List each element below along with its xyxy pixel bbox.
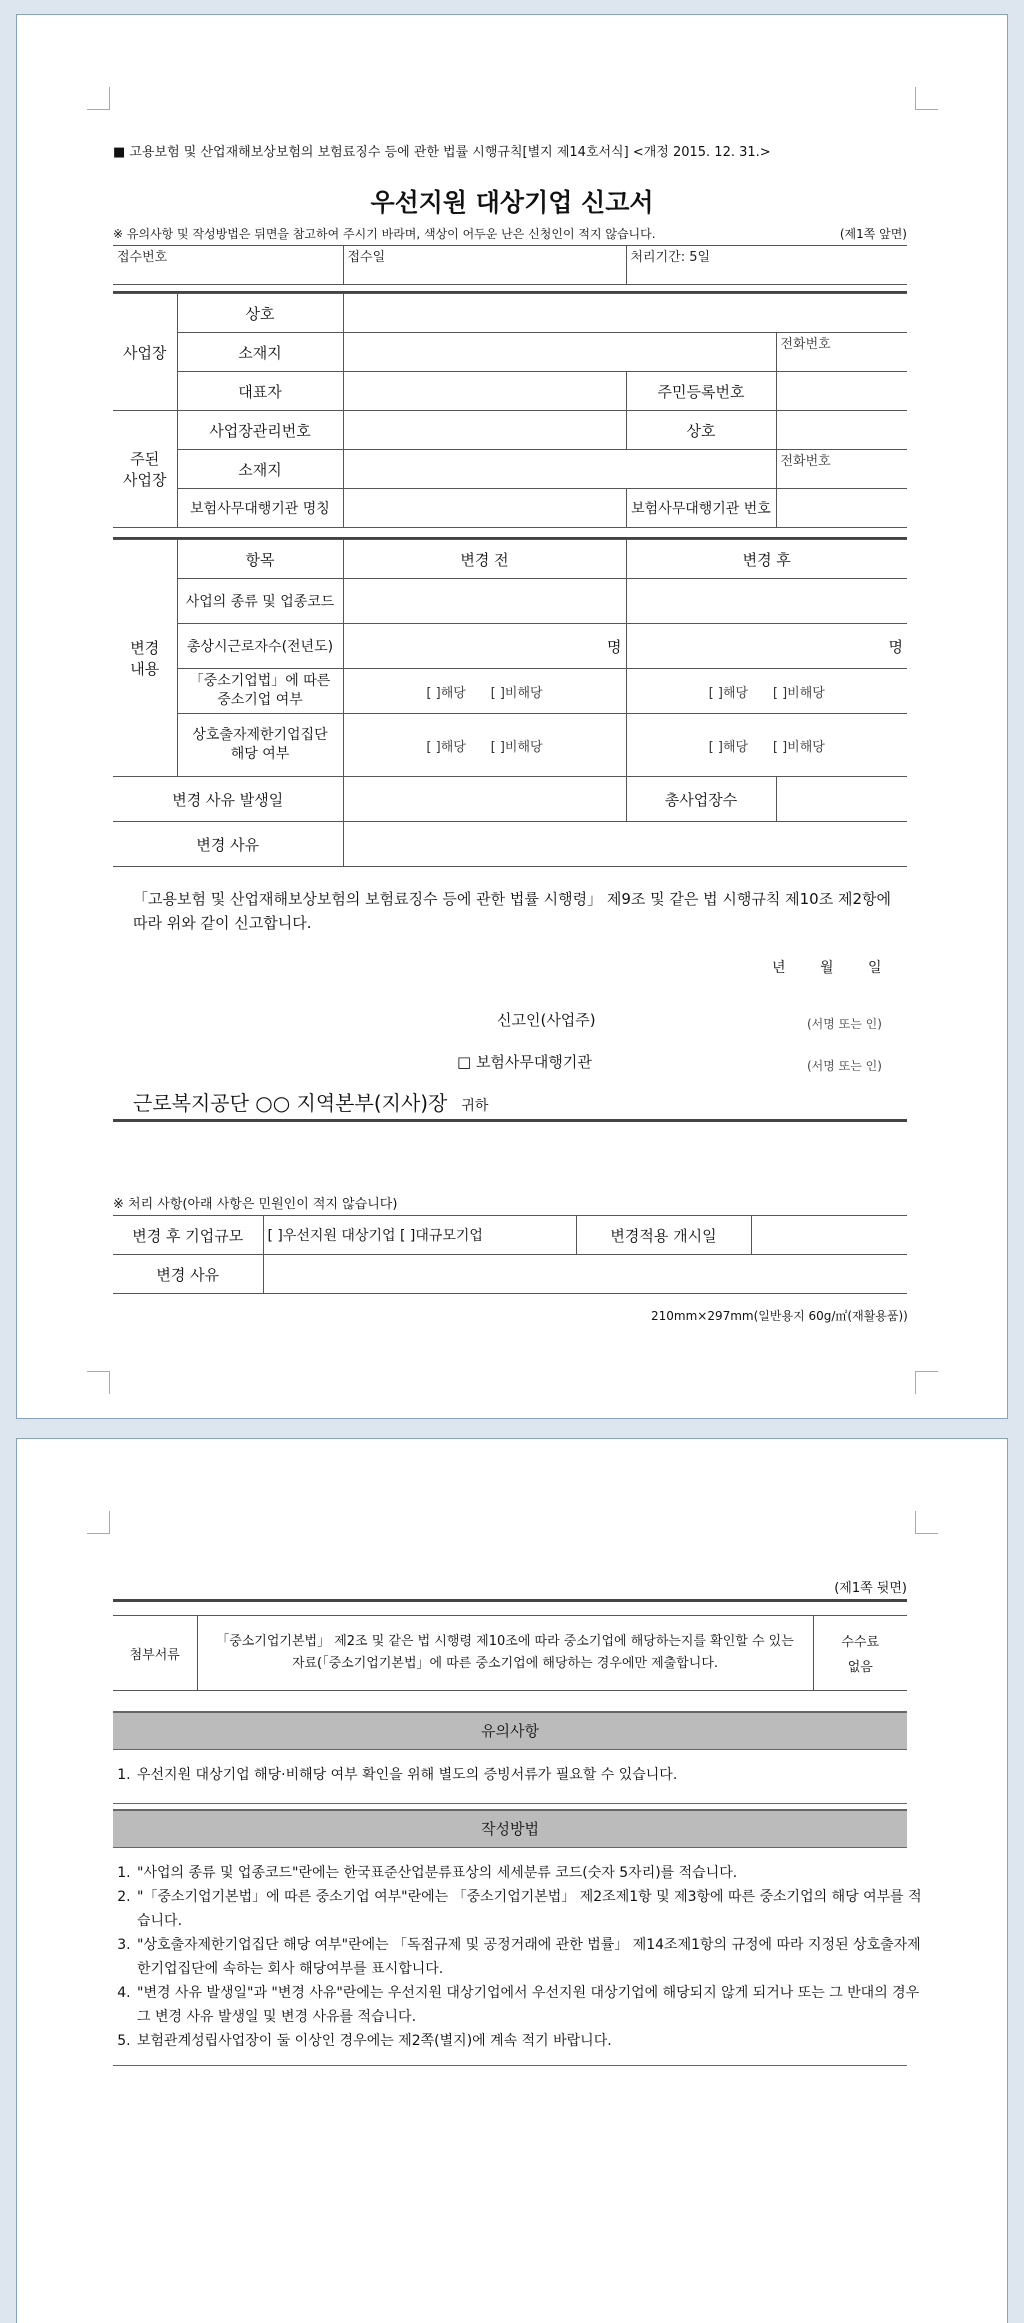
signer-sign-note[interactable]: (서명 또는 인) xyxy=(807,1017,882,1031)
agency-name-field[interactable] xyxy=(343,489,626,528)
proc-start-field[interactable] xyxy=(751,1216,907,1255)
workplace-table xyxy=(113,293,907,528)
crop-mark xyxy=(915,1511,938,1534)
main-name-field[interactable] xyxy=(776,411,907,450)
proc-reason-label: 변경 사유 xyxy=(113,1255,263,1294)
receipt-number-cell: 접수번호 xyxy=(113,246,343,285)
industry-after-field[interactable] xyxy=(626,579,907,624)
list-item: 1. "사업의 종류 및 업종코드"란에는 한국표준산업분류표상의 세세분류 코드(숫자 5자리)를 적습니다. xyxy=(135,1861,925,1885)
main-phone-field[interactable]: 전화번호 xyxy=(776,450,907,489)
sme-after-options[interactable] xyxy=(626,669,907,714)
workers-after-field[interactable]: 명 xyxy=(626,624,907,669)
total-sites-label: 총사업장수 xyxy=(626,777,776,822)
howto-section-header: 작성방법 xyxy=(113,1809,907,1848)
crop-mark xyxy=(915,87,938,110)
workplace-group-label: 사업장 xyxy=(113,294,177,411)
paper-size-note: 210mm×297mm(일반용지 60g/㎡(재활용품)) xyxy=(651,1309,908,1323)
main-address-label: 소재지 xyxy=(177,450,343,489)
industry-row-label: 사업의 종류 및 업종코드 xyxy=(177,579,343,624)
representative-label: 대표자 xyxy=(177,372,343,411)
option-no[interactable]: [ ]비해당 xyxy=(772,739,825,755)
reason-label: 변경 사유 xyxy=(113,822,343,867)
form-note xyxy=(113,225,907,242)
agency-sign-note[interactable]: (서명 또는 인) xyxy=(807,1059,882,1073)
agency-number-label: 보험사무대행기관 번호 xyxy=(626,489,776,528)
sme-row-label: 「중소기업법」에 따른 중소기업 여부 xyxy=(177,669,343,714)
workplace-name-label: 상호 xyxy=(177,294,343,333)
date-fields[interactable]: 년 월 일 xyxy=(772,960,882,976)
crop-mark xyxy=(915,1371,938,1394)
proc-size-label: 변경 후 기업규모 xyxy=(113,1216,263,1255)
mgmt-number-field[interactable] xyxy=(343,411,626,450)
crop-mark xyxy=(87,1511,110,1534)
declaration-statement: 「고용보험 및 산업재해보상보험의 보험료징수 등에 관한 법률 시행령」 제9조 및 같은 법 시행규칙 제10조 제2항에 따라 위와 같이 신고합니다. xyxy=(133,890,892,932)
main-name-label: 상호 xyxy=(626,411,776,450)
processing-period-cell: 처리기간: 5일 xyxy=(626,246,907,285)
reason-date-field[interactable] xyxy=(343,777,626,822)
workplace-address-label: 소재지 xyxy=(177,333,343,372)
proc-size-options[interactable]: [ ]우선지원 대상기업 [ ]대규모기업 xyxy=(263,1216,576,1255)
representative-field[interactable] xyxy=(343,372,626,411)
workplace-address-field[interactable] xyxy=(343,333,776,372)
section-divider xyxy=(113,1599,907,1602)
col-after-header: 변경 후 xyxy=(626,540,907,579)
main-address-field[interactable] xyxy=(343,450,776,489)
law-reference: ■ 고용보험 및 산업재해보상보험의 보험료징수 등에 관한 법률 시행규칙[별지 제14호서식] <개정 2015. 12. 31.> xyxy=(113,145,771,160)
section-divider xyxy=(113,1119,907,1122)
workers-before-field[interactable]: 명 xyxy=(343,624,626,669)
option-no[interactable]: [ ]비해당 xyxy=(490,739,543,755)
sme-before-options[interactable] xyxy=(343,669,626,714)
list-item: 4. "변경 사유 발생일"과 "변경 사유"란에는 우선지원 대상기업에서 우선지원 대상기업에 해당되지 않게 되거나 또는 그 반대의 경우 그 변경 사유 발생일 및 변경 사유를 적습니다. xyxy=(135,1981,925,2029)
list-item: 5. 보험관계성립사업장이 둘 이상인 경우에는 제2쪽(별지)에 계속 적기 바랍니다. xyxy=(135,2029,925,2053)
workplace-phone-field[interactable]: 전화번호 xyxy=(776,333,907,372)
option-yes[interactable]: [ ]해당 xyxy=(708,685,749,701)
reason-date-label: 변경 사유 발생일 xyxy=(113,777,343,822)
form-title: 우선지원 대상기업 신고서 xyxy=(370,188,654,217)
form-page-back xyxy=(16,1438,1008,2323)
proc-reason-field[interactable] xyxy=(263,1255,907,1294)
crop-mark xyxy=(87,87,110,110)
mgmt-number-label: 사업장관리번호 xyxy=(177,411,343,450)
page-mark: (제1쪽 뒷면) xyxy=(834,1581,907,1596)
total-sites-field[interactable] xyxy=(776,777,907,822)
section-divider xyxy=(113,1803,907,1804)
processing-table xyxy=(113,1215,907,1294)
section-divider xyxy=(113,2065,907,2066)
option-yes[interactable]: [ ]해당 xyxy=(426,685,466,701)
rrn-label: 주민등록번호 xyxy=(626,372,776,411)
industry-before-field[interactable] xyxy=(343,579,626,624)
receipt-table xyxy=(113,245,907,285)
rrn-field[interactable] xyxy=(776,372,907,411)
agency-signer-label[interactable]: □ 보험사무대행기관 xyxy=(457,1053,592,1071)
agency-number-field[interactable] xyxy=(776,489,907,528)
processing-note: ※ 처리 사항(아래 사항은 민원인이 적지 않습니다) xyxy=(113,1197,398,1212)
col-item-header: 항목 xyxy=(177,540,343,579)
attach-label: 첨부서류 xyxy=(113,1616,197,1691)
note-text: ※ 유의사항 및 작성방법은 뒤면을 참고하여 주시기 바라며, 색상이 어두운 난은 신청인이 적지 않습니다. xyxy=(113,227,656,241)
option-no[interactable]: [ ]비해당 xyxy=(772,685,825,701)
list-item: 1. 우선지원 대상기업 해당·비해당 여부 확인을 위해 별도의 증빙서류가 필요할 수 있습니다. xyxy=(135,1763,925,1787)
notes-list xyxy=(113,1763,925,1787)
recipient: 근로복지공단 ○○ 지역본부(지사)장 귀하 xyxy=(133,1091,489,1115)
crop-mark xyxy=(87,1371,110,1394)
reason-field[interactable] xyxy=(343,822,907,867)
group-row-label: 상호출자제한기업집단 해당 여부 xyxy=(177,714,343,777)
changes-table xyxy=(113,539,907,867)
notes-section-header: 유의사항 xyxy=(113,1711,907,1750)
proc-start-label: 변경적용 개시일 xyxy=(576,1216,751,1255)
list-item: 2. "「중소기업기본법」에 따른 중소기업 여부"란에는 「중소기업기본법」 제2조제1항 및 제3항에 따른 중소기업의 해당 여부를 적습니다. xyxy=(135,1885,925,1933)
list-item: 3. "상호출자제한기업집단 해당 여부"란에는 「독점규제 및 공정거래에 관한 법률」 제14조제1항의 규정에 따라 지정된 상호출자제한기업집단에 속하는 회사 해당여부를 표시합니다. xyxy=(135,1933,925,1981)
howto-list xyxy=(113,1861,925,2053)
option-no[interactable]: [ ]비해당 xyxy=(490,685,543,701)
group-before-options[interactable] xyxy=(343,714,626,777)
workplace-name-field[interactable] xyxy=(343,294,907,333)
signer-label: 신고인(사업주) xyxy=(497,1011,596,1029)
changes-group-label: 변경 내용 xyxy=(113,540,177,777)
page-mark: (제1쪽 앞면) xyxy=(839,227,907,241)
main-workplace-group-label: 주된 사업장 xyxy=(113,411,177,528)
workers-row-label: 총상시근로자수(전년도) xyxy=(177,624,343,669)
option-yes[interactable]: [ ]해당 xyxy=(708,739,749,755)
agency-name-label: 보험사무대행기관 명칭 xyxy=(177,489,343,528)
col-before-header: 변경 전 xyxy=(343,540,626,579)
receipt-date-cell: 접수일 xyxy=(343,246,626,285)
option-yes[interactable]: [ ]해당 xyxy=(426,739,466,755)
attachments-table xyxy=(113,1615,907,1691)
form-page-front xyxy=(16,14,1008,1419)
fee-cell: 수수료 없음 xyxy=(813,1616,907,1691)
group-after-options[interactable] xyxy=(626,714,907,777)
attach-text: 「중소기업기본법」 제2조 및 같은 법 시행령 제10조에 따라 중소기업에 해당하는지를 확인할 수 있는 자료(「중소기업기본법」에 따른 중소기업에 해당하는 경우에만 제출합니다. xyxy=(197,1616,813,1691)
